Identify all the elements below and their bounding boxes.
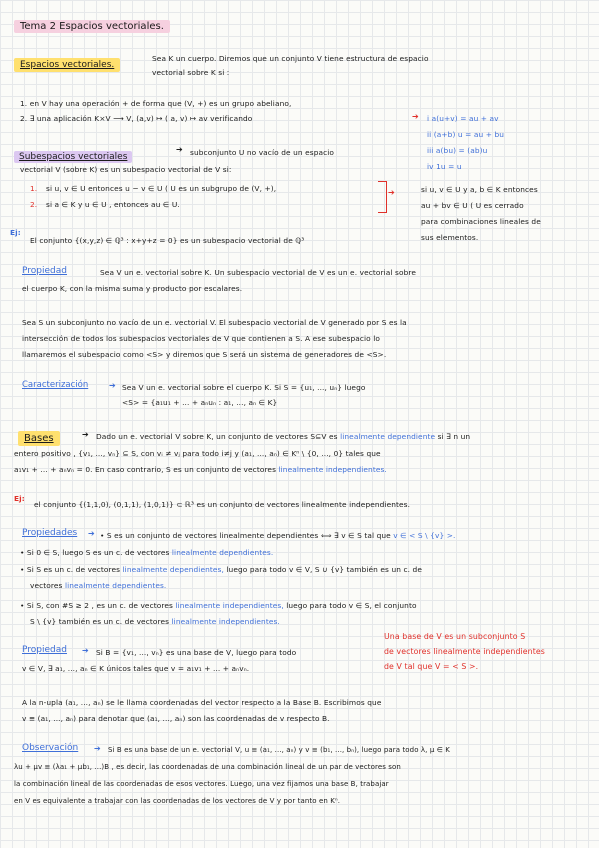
arrow-icon: ➔	[176, 145, 183, 154]
sub-n1: 1.	[30, 184, 38, 193]
sub-n2: 2.	[30, 200, 38, 209]
gen-l2: intersección de todos los subespacios vectoriales de V que contienen a S. A ese subespacio lo	[22, 334, 381, 343]
sub-label-wrap	[14, 144, 132, 163]
coord-l1: A la n-upla (a₁, ..., aₙ) se le llama coordenadas del vector respecto a la Base B. Escribimos que	[22, 698, 382, 707]
props2-b3: • Si S, con #S ≥ 2 , es un c. de vectores linealmente independientes, luego para todo v ∈ S, el conjunto	[20, 601, 417, 610]
bracket-mark	[378, 181, 387, 213]
car-l1: Sea V un e. vectorial sobre el cuerpo K. Si S = {u₁, ..., uₙ} luego	[122, 383, 366, 392]
bases-l2: entero positivo , {v₁, ..., vₙ} ⊆ S, con vᵢ ≠ vⱼ para todo i≠j y (a₁, ..., aₙ) ∈ Kⁿ \ {0, ..., 0} tales que	[14, 449, 381, 458]
prop3-red2: de vectores linealmente independientes	[384, 647, 545, 656]
prop3-red3: de V tal que V = < S >.	[384, 662, 479, 671]
arrow-icon: ➔	[388, 188, 395, 197]
prop3-l1: Si B = {v₁, ..., vₙ} es una base de V, luego para todo	[96, 648, 297, 657]
esp-def2: vectorial sobre K si :	[152, 68, 230, 77]
prop3-red1: Una base de V es un subconjunto S	[384, 632, 526, 641]
arrow-icon: ➔	[94, 744, 101, 753]
prop3-label: Propiedad	[22, 645, 67, 655]
sub-ej-label: Ej:	[10, 228, 21, 237]
ej2-label: Ej:	[14, 494, 25, 503]
sub-line2: vectorial V (sobre K) es un subespacio vectorial de V si:	[20, 165, 232, 174]
sub-label: Subespacios vectoriales	[14, 151, 132, 163]
esp-prop-ii: ii (a+b) u = au + bu	[427, 130, 505, 139]
arrow-icon: ➔	[109, 381, 116, 390]
obs-l2: λu + μv ≡ (λa₁ + μb₁, ...)B , es decir, las coordenadas de una combinación lineal de un par de vectores son	[14, 763, 401, 771]
obs-label: Observación	[22, 743, 79, 753]
arrow-icon: ➔	[82, 646, 89, 655]
esp-def1: Sea K un cuerpo. Diremos que un conjunto V tiene estructura de espacio	[152, 54, 429, 63]
esp-prop-iii: iii a(bu) = (ab)u	[427, 146, 488, 155]
sub-ej-text: El conjunto {(x,y,z) ∈ ℚ³ : x+y+z = 0} es un subespacio vectorial de ℚ³	[30, 236, 305, 245]
gen-l3: llamaremos el subespacio como <S> y diremos que S será un sistema de generadores de <S>.	[22, 350, 387, 359]
prop1-l1: Sea V un e. vectorial sobre K. Un subespacio vectorial de V es un e. vectorial sobre	[100, 268, 417, 277]
esp-item2: 2. ∃ una aplicación K×V ⟶ V, (a,v) ↦ ( a, v) ↦ av verificando	[20, 114, 253, 123]
props2-label: Propiedades	[22, 528, 78, 538]
esp-prop-i: i a(u+v) = au + av	[427, 114, 499, 123]
esp-prop-iv: iv 1u = u	[427, 162, 462, 171]
car-label: Caracterización	[22, 380, 89, 390]
esp-label: Espacios vectoriales.	[14, 58, 120, 72]
obs-l3: la combinación lineal de las coordenadas de esos vectores. Luego, una vez fijamos una base B, trabajar	[14, 780, 389, 788]
prop3-l2: v ∈ V, ∃ a₁, ..., aₙ ∈ K únicos tales que v = a₁v₁ + ... + aₙvₙ.	[22, 664, 250, 673]
title-wrapper	[14, 14, 170, 33]
prop1-l2: el cuerpo K, con la misma suma y producto por escalares.	[22, 284, 243, 293]
sub-right4: sus elementos.	[421, 233, 479, 242]
sub-c2: si a ∈ K y u ∈ U , entonces au ∈ U.	[46, 200, 180, 209]
bases-l1: Dado un e. vectorial V sobre K, un conjunto de vectores S⊆V es linealmente dependiente si ∃ n un	[96, 432, 471, 441]
ej2-text: el conjunto {(1,1,0), (0,1,1), (1,0,1)} ⊂ ℝ³ es un conjunto de vectores linealmente independientes.	[34, 500, 411, 509]
obs-l4: en V es equivalente a trabajar con las coordenadas de los vectores de V y por tanto en Kⁿ.	[14, 797, 341, 805]
bases-label-wrap	[18, 426, 60, 445]
props2-b2: • Si S es un c. de vectores linealmente dependientes, luego para todo v ∈ V, S ∪ {v} también es un c. de	[20, 565, 422, 574]
props2-b2-cont: vectores linealmente dependientes.	[30, 581, 167, 590]
arrow-icon: ➔	[82, 430, 89, 439]
bases-label: Bases	[18, 431, 60, 446]
obs-l1: Si B es una base de un e. vectorial V, u ≡ (a₁, ..., aₙ) y v ≡ (b₁, ..., bₙ), luego para todo λ, μ ∈ K	[108, 746, 450, 754]
prop1-label: Propiedad	[22, 266, 67, 276]
sub-c1: si u, v ∈ U entonces u − v ∈ U ( U es un subgrupo de (V, +),	[46, 184, 277, 193]
props2-b3-cont: S \ {v} también es un c. de vectores linealmente independientes.	[30, 617, 280, 626]
esp-label-wrap	[14, 52, 120, 71]
props2-b1: • Si 0 ∈ S, luego S es un c. de vectores linealmente dependientes.	[20, 548, 274, 557]
arrow-icon: ➔	[412, 112, 419, 121]
sub-line1: subconjunto U no vacío de un espacio	[190, 148, 335, 157]
sub-right1: si u, v ∈ U y a, b ∈ K entonces	[421, 185, 538, 194]
page-title: Tema 2 Espacios vectoriales.	[14, 20, 170, 33]
sub-right2: au + bv ∈ U ( U es cerrado	[421, 201, 524, 210]
esp-item1: 1. en V hay una operación + de forma que (V, +) es un grupo abeliano,	[20, 99, 292, 108]
car-l2: <S> = {a₁u₁ + ... + aₙuₙ : a₁, ..., aₙ ∈ K}	[122, 398, 278, 407]
coord-l2: v ≡ (a₁, ..., aₙ) para denotar que (a₁, ..., aₙ) son las coordenadas de v respecto B.	[22, 714, 330, 723]
sub-right3: para combinaciones lineales de	[421, 217, 541, 226]
gen-l1: Sea S un subconjunto no vacío de un e. vectorial V. El subespacio vectorial de V generado por S es la	[22, 318, 407, 327]
arrow-icon: ➔	[88, 529, 95, 538]
bases-l3: a₁v₁ + ... + aₙvₙ = 0. En caso contrario, S es un conjunto de vectores linealmente independientes.	[14, 465, 387, 474]
props2-l0: • S es un conjunto de vectores linealmente dependientes ⟺ ∃ v ∈ S tal que v ∈ < S \ {v} >.	[100, 531, 456, 540]
